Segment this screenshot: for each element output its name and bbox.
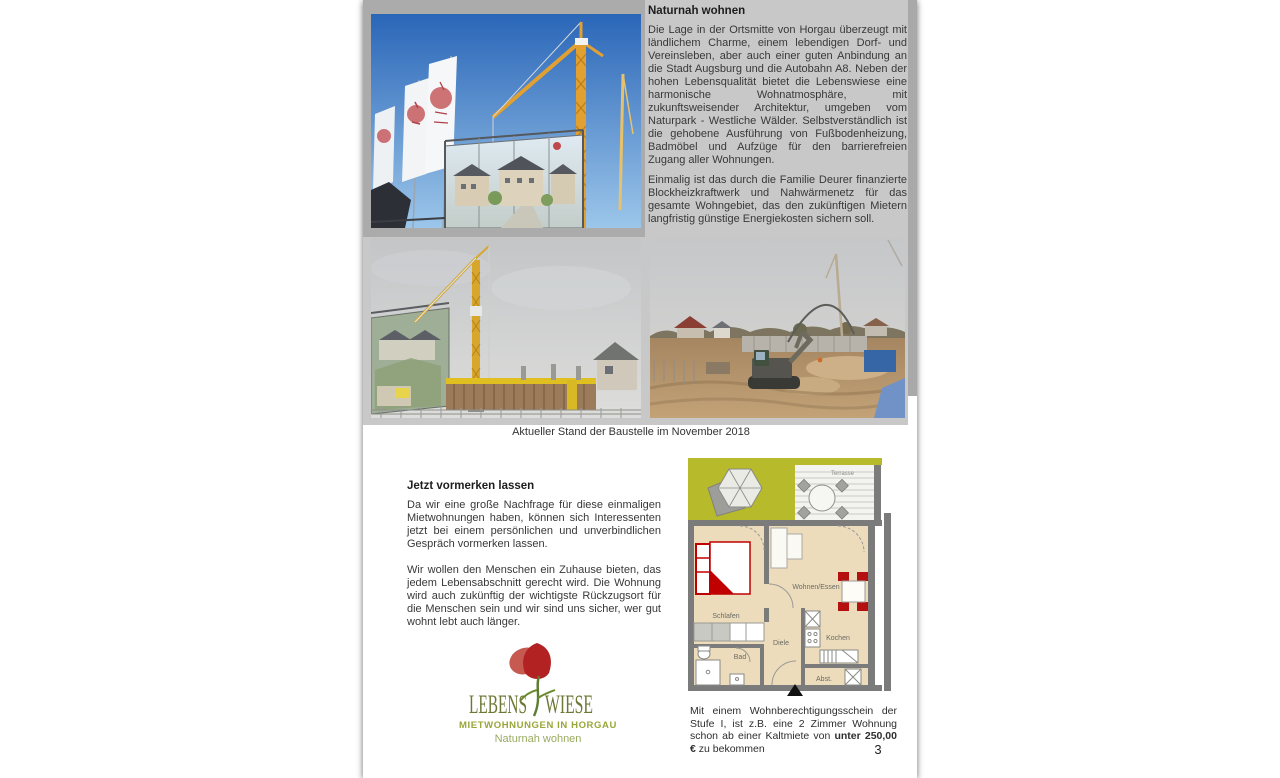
caption-text-start: Mit einem Wohnberechtigungsschein der Stufe I, ist z.B. eine 2 Zimmer Wohnung schon ab einer Kaltmiete von — [690, 705, 897, 742]
floor-plan-graphic — [688, 458, 905, 697]
poppy-flower-icon — [423, 640, 653, 718]
billboard-rendering — [445, 130, 583, 228]
right-gray-bar — [908, 0, 917, 396]
logo-tagline: Naturnah wohnen — [494, 733, 582, 745]
floor-plan — [688, 458, 905, 697]
label-diele: Diele — [773, 640, 789, 647]
vormerken-section — [407, 480, 661, 636]
photos-caption: Aktueller Stand der Baustelle im November 2018 — [512, 426, 750, 438]
caption-text-end: zu bekommen — [695, 742, 765, 755]
label-abstell: Abst. — [816, 676, 832, 683]
worker-dot — [818, 358, 823, 363]
page-number: 3 — [874, 742, 882, 757]
crane-flags-photo-graphic — [371, 14, 641, 228]
vormerken-paragraph-2: Wir wollen den Menschen ein Zuhause bieten, das jedem Lebensabschnitt gerecht wird. Die Wohnung wird auch zukünftig der wichtigste Rückzugsort für die Menschen sein und wir sind uns sicher, wer gut wohnt lebt auch länger. — [407, 564, 661, 628]
label-bad: Bad — [733, 654, 747, 661]
document-page — [363, 0, 917, 778]
section-heading: Naturnah wohnen — [648, 5, 746, 17]
construction-photo-excavator — [650, 238, 905, 418]
naturnah-wohnen-section — [648, 5, 907, 233]
label-kochen: Kochen — [826, 635, 850, 642]
logo-subtitle: MIETWOHNUNGEN IN HORGAU — [459, 720, 617, 731]
section-heading: Jetzt vormerken lassen — [407, 480, 535, 492]
caption-price-bold: unter 250,00 € — [690, 730, 897, 755]
shed — [706, 362, 730, 374]
construction-photo-crane-flags — [371, 14, 641, 228]
excavator-photo-graphic — [650, 238, 905, 418]
intro-paragraph-1: Die Lage in der Ortsmitte von Horgau überzeugt mit ländlichem Charme, einem lebendigen Dorf- und Vereinsleben, aber auch einer guten Anbindung an die Stadt Augsburg und die Autobahn A8. Neben der hohen Lebensqualität bietet die Lebenswiese eine harmonische Wohnatmosphäre, mit zukunftsweisender Architektur, umgeben vom Naturpark - Westliche Wälder. Selbstverständlich ist die gehobene Ausführung von Fußbodenheizung, Badmöbel und Aufzüge für den barrierefreien Zugang aller Wohnungen. — [648, 24, 907, 166]
logo-name-left: LEBENS — [469, 690, 527, 718]
billboard-left — [371, 303, 449, 414]
site-crane-photo-graphic — [371, 238, 641, 418]
blue-container — [864, 350, 896, 372]
bed-icon — [696, 542, 750, 594]
vormerken-paragraph-1: Da wir eine große Nachfrage für diese einmaligen Mietwohnungen haben, können sich Interessenten jetzt bei einem persönlichen und unverbindlichen Gespräch vormerken lassen. — [407, 499, 661, 550]
intro-paragraph-2: Einmalig ist das durch die Familie Deurer finanzierte Blockheizkraftwerk und Nahwärmenetz für das gesamte Wohngebiet, das den zukünftigen Mietern langfristig günstige Energiekosten sichern soll. — [648, 174, 907, 225]
construction-photo-site-crane — [371, 238, 641, 418]
label-schlafen: Schlafen — [712, 613, 740, 620]
lebenswiese-logo — [423, 640, 653, 745]
wardrobe-icon — [694, 623, 764, 641]
label-terrasse: Terrasse — [830, 471, 854, 477]
logo-name-right: WIESE — [545, 690, 593, 718]
label-wohnen-essen: Wohnen/Essen — [792, 584, 840, 591]
storage-box-icon — [845, 669, 861, 685]
